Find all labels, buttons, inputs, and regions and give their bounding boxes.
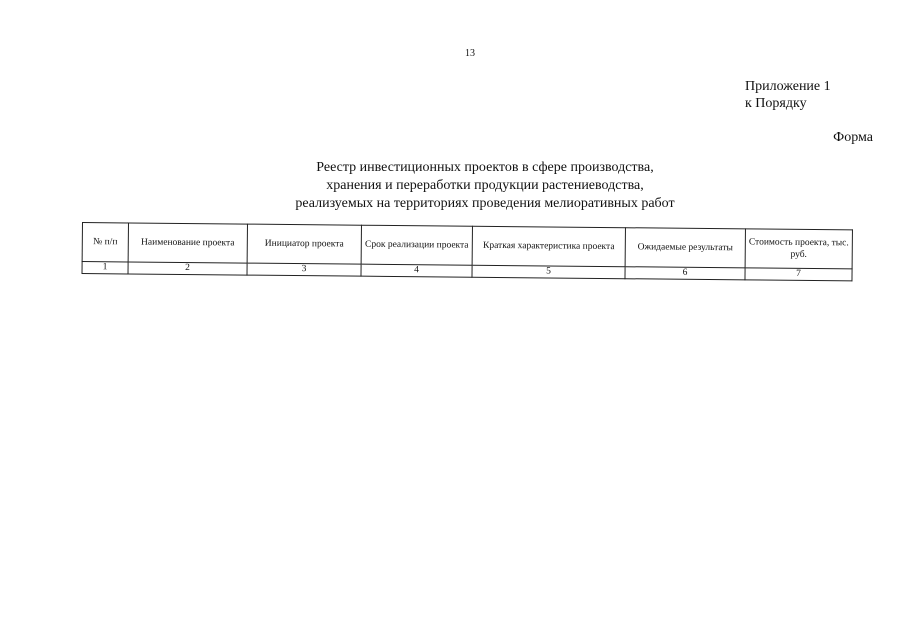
header-cell-expected-results: Ожидаемые результаты	[625, 228, 745, 268]
appendix-label	[745, 78, 831, 112]
column-number-cell: 6	[625, 267, 745, 280]
column-number-cell: 3	[247, 263, 361, 276]
header-cell-term: Срок реализации проекта	[361, 225, 472, 265]
appendix-line-2: к Порядку	[745, 96, 807, 111]
column-number-cell: 7	[745, 268, 852, 281]
column-number-cell: 1	[82, 262, 128, 274]
column-number-cell: 4	[361, 264, 472, 277]
column-number-cell: 2	[128, 262, 247, 275]
document-title	[230, 159, 740, 213]
register-table	[82, 222, 853, 281]
header-cell-number: № п/п	[82, 223, 128, 262]
header-cell-project-name: Наименование проекта	[128, 223, 247, 263]
header-cell-initiator: Инициатор проекта	[247, 224, 361, 264]
title-line-1: Реестр инвестиционных проектов в сфере производства,	[316, 160, 654, 175]
title-line-2: хранения и переработки продукции растениеводства,	[326, 178, 644, 193]
page-number: 13	[465, 48, 475, 59]
form-label: Форма	[833, 130, 873, 145]
title-line-3: реализуемых на территориях проведения мелиоративных работ	[295, 196, 675, 211]
column-number-cell: 5	[472, 265, 625, 278]
appendix-line-1: Приложение 1	[745, 79, 831, 94]
header-cell-cost: Стоимость проекта, тыс. руб.	[745, 229, 852, 269]
header-cell-description: Краткая характеристика проекта	[472, 226, 625, 266]
